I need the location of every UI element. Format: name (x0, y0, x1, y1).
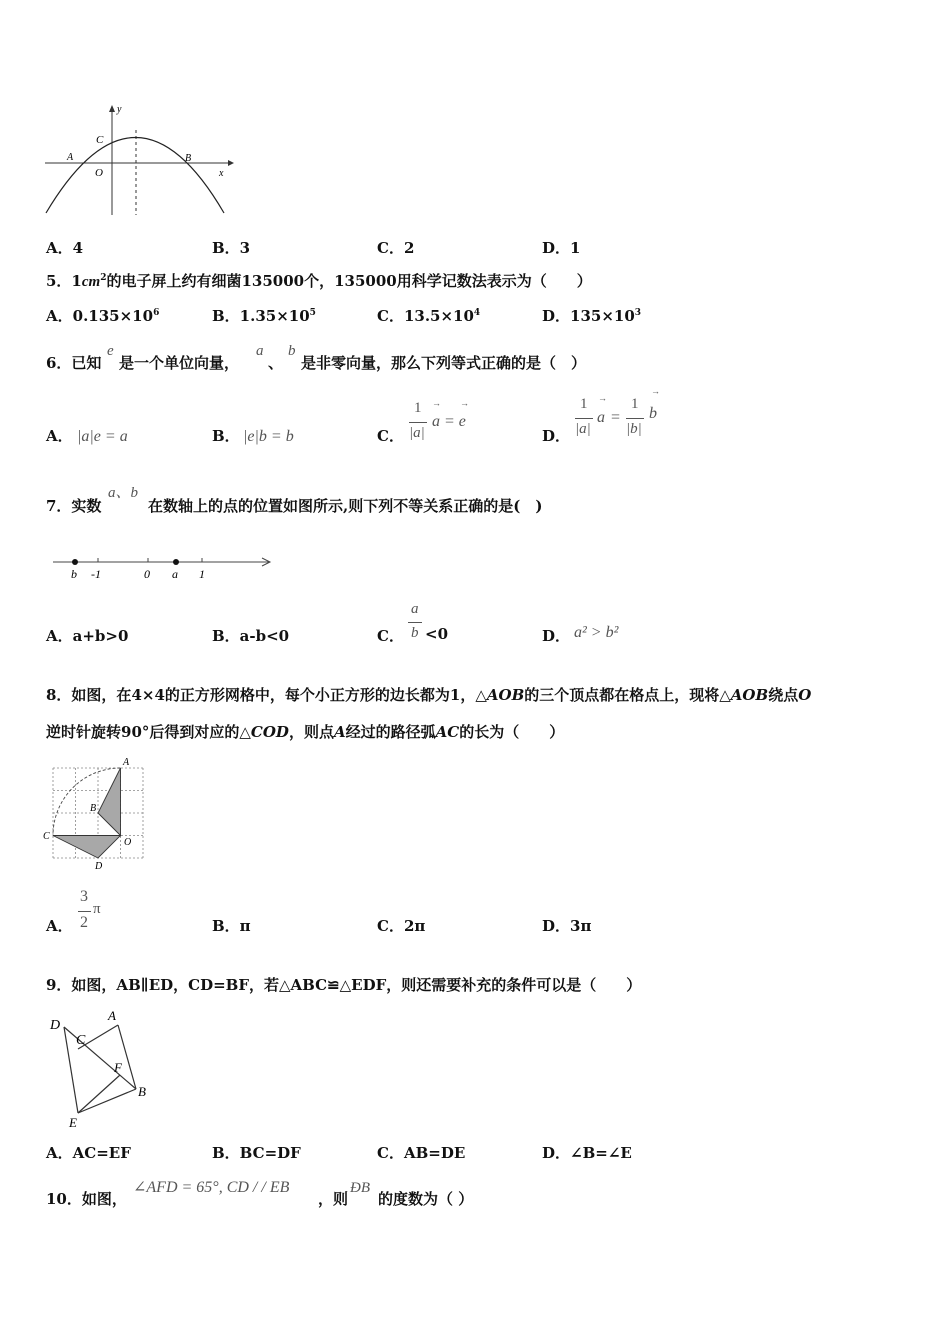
q7-text-2: 在数轴上的点的位置如图所示,则下列不等关系正确的是( ) (148, 497, 543, 515)
label-E: E (69, 1115, 77, 1130)
tick-label-b: b (71, 567, 77, 581)
label-O: O (95, 167, 103, 179)
label-C: C (43, 831, 50, 842)
q10-text-3: 的度数为（ ） (378, 1190, 474, 1208)
q6-c-fraction-bar (409, 422, 427, 423)
q6-d-vector-b: b (649, 405, 657, 422)
q8-option-b: B．π (212, 917, 251, 935)
q7-c-fraction-bar (408, 622, 422, 623)
q8-option-a-label: A． (46, 917, 73, 935)
q4-option-d: D．1 (542, 239, 581, 257)
label-y: y (117, 104, 122, 115)
q7-option-c-label: C． (377, 627, 404, 645)
q9-option-b: B．BC=DF (212, 1144, 301, 1162)
q8-a-numerator: 3 (80, 888, 88, 905)
q6-vector-b: b (288, 343, 296, 359)
q9-option-c: C．AB=DE (377, 1144, 466, 1162)
q6-vector-a: a (256, 343, 264, 359)
q7-c-numerator: a (411, 601, 419, 617)
q6-c-arrow-e: → (460, 398, 469, 408)
q6-c-rest: a = e (432, 413, 466, 430)
q6-d-equals: = (611, 409, 621, 426)
x-axis-arrow (228, 160, 234, 166)
q8-a-pi: π (93, 901, 101, 917)
label-B: B (185, 153, 192, 164)
q7-c-denominator: b (411, 625, 419, 641)
q10-angle-b: ÐB (350, 1180, 370, 1196)
point-a (173, 559, 179, 565)
label-A: A (123, 757, 130, 768)
point-b (72, 559, 78, 565)
q8-a-denominator: 2 (80, 914, 88, 931)
q5-option-d: D．$135\times 10^3$ (542, 307, 642, 325)
q5-option-b: B．$1.35\times 10^5$ (212, 307, 316, 325)
q8-a-fraction-bar (78, 911, 91, 912)
grid-rotation-figure (40, 755, 155, 875)
q6-d-denominator-2: |b| (626, 421, 642, 437)
label-C: C (76, 1033, 86, 1048)
q6-d-numerator-2: 1 (631, 396, 639, 412)
q5-stem: 5．$1cm^2$的电子屏上约有细菌135000个，135000用科学记数法表示为（ ） (46, 272, 592, 290)
q4-option-a: A．4 (46, 239, 84, 257)
q6-option-a-label: A． (46, 427, 73, 445)
segment-AB (118, 1025, 136, 1089)
q4-option-c: C．2 (377, 239, 415, 257)
q6-sep: 、 (268, 354, 284, 372)
label-O: O (124, 837, 132, 848)
tick-label-zero: 0 (144, 567, 150, 581)
q7-option-b: B．a-b<0 (212, 627, 290, 645)
parabola-figure (40, 100, 240, 220)
y-axis-arrow (109, 105, 115, 112)
q6-d-denominator-1: |a| (575, 421, 591, 437)
label-A: A (108, 1008, 116, 1023)
q8-option-c: C．2π (377, 917, 426, 935)
label-F: F (114, 1060, 122, 1075)
q6-option-b-label: B． (212, 427, 240, 445)
q7-c-rest: <0 (425, 625, 449, 643)
tick-label-a: a (172, 567, 178, 581)
q6-c-numerator: 1 (414, 400, 422, 416)
label-D: D (95, 861, 103, 872)
q6-option-a-expr: |a|e = a (77, 428, 128, 445)
q9-option-d: D．∠B=∠E (542, 1144, 632, 1162)
q6-c-arrow-a: → (432, 398, 441, 408)
q8-option-d: D．3π (542, 917, 592, 935)
number-line (45, 548, 280, 584)
q9-option-a: A．AC=EF (46, 1144, 131, 1162)
tick-label-minus-one: -1 (91, 567, 101, 581)
parabola-curve (46, 138, 224, 214)
q7-text-1: 7．实数 (46, 497, 102, 515)
q6-text-1: 6．已知 (46, 354, 102, 372)
q7-ab: a、b (108, 485, 139, 501)
label-x: x (219, 168, 224, 179)
q6-d-fraction-bar-1 (575, 418, 593, 419)
q6-d-numerator-1: 1 (580, 396, 588, 412)
q6-c-denominator: |a| (409, 425, 425, 441)
label-B: B (90, 803, 97, 814)
label-C: C (96, 134, 104, 146)
q6-d-fraction-bar-2 (626, 418, 644, 419)
q6-vector-e: e (107, 343, 114, 359)
q6-d-arrow-b: → (651, 386, 660, 396)
label-B: B (138, 1084, 146, 1099)
q6-d-vector-a: a (597, 409, 605, 426)
triangle-COD (53, 836, 121, 859)
q7-option-a: A．a+b>0 (46, 627, 129, 645)
q9-stem: 9．如图，AB∥ED，CD=BF，若△ABC≌△EDF，则还需要补充的条件可以是（ ） (46, 976, 642, 994)
q6-option-b-expr: |e|b = b (243, 428, 294, 445)
q5-option-a: A．$0.135\times 10^6$ (46, 307, 160, 325)
segment-EF (78, 1075, 120, 1113)
q10-text-2: ，则 (318, 1190, 349, 1208)
q7-option-d-expr: a² > b² (574, 624, 619, 641)
q8-stem-line-1: 8．如图，在4×4的正方形网格中，每个小正方形的边长都为1，△AOB的三个顶点都在格点上，现将△AOB绕点O (46, 686, 812, 704)
tick-label-one: 1 (199, 567, 205, 581)
parallel-triangles-figure (42, 1005, 157, 1130)
q8-stem-line-2: 逆时针旋转90°后得到对应的△COD，则点A经过的路径弧AC的长为（ ） (46, 723, 565, 741)
q7-option-d-label: D． (542, 627, 571, 645)
q6-text-3: 是非零向量，那么下列等式正确的是（ ） (301, 354, 587, 372)
q4-option-b: B．3 (212, 239, 251, 257)
label-D: D (50, 1018, 61, 1033)
q10-text-1: 10．如图， (46, 1190, 127, 1208)
q6-text-2: 是一个单位向量， (119, 354, 240, 372)
segment-EB (78, 1089, 136, 1113)
triangle-AOB (98, 768, 121, 836)
q6-d-arrow-a: → (598, 393, 607, 403)
q10-condition: ∠AFD = 65°, CD / / EB (133, 1179, 290, 1196)
label-A: A (67, 152, 74, 163)
q6-option-d-label: D． (542, 427, 571, 445)
q6-option-c-label: C． (377, 427, 404, 445)
q5-option-c: C．$13.5\times 10^4$ (377, 307, 481, 325)
